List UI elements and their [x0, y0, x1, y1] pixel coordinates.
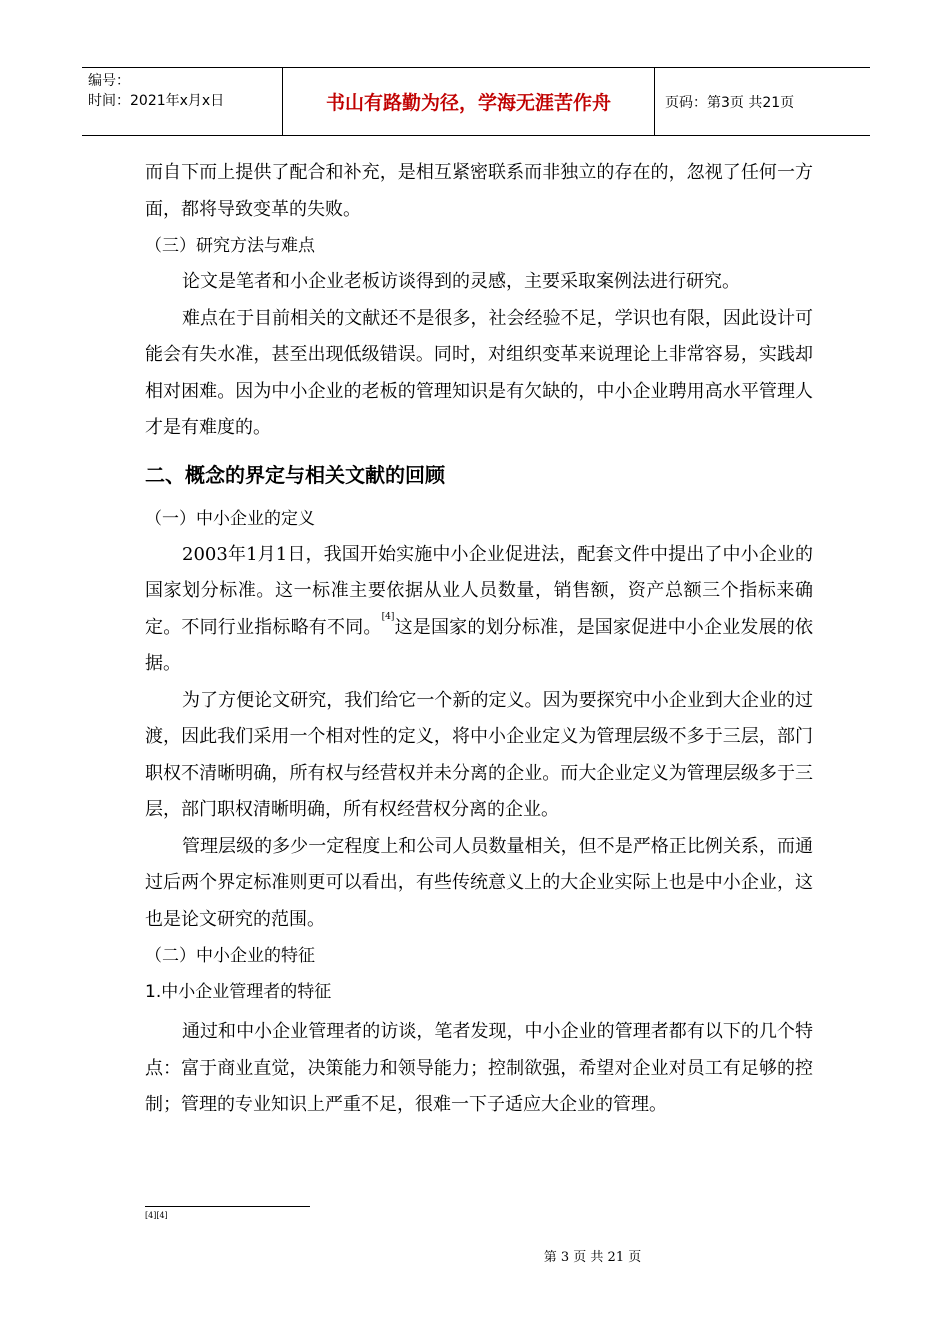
- time-label: 时间：2021年x月x日: [88, 93, 225, 109]
- section-heading-definition: （一）中小企业的定义: [145, 508, 315, 529]
- paragraph-text: 2003年1月1日，我国开始实施中小企业促进法，配套文件中提出了中小企业的国家划分标准。这一标准主要依据从业人员数量，销售额，资产总额三个指标来确定。不同行业指标略有不同。: [145, 543, 813, 638]
- chapter-heading: 二、概念的界定与相关文献的回顾: [145, 462, 445, 487]
- header-motto: 书山有路勤为径，学海无涯苦作舟: [283, 68, 655, 135]
- document-body: [145, 155, 813, 1124]
- paragraph: 而自下而上提供了配合和补充，是相互紧密联系而非独立的存在的，忽视了任何一方面，都将导致变革的失败。: [145, 162, 813, 220]
- paragraph-definition: [145, 537, 813, 683]
- number-label: 编号：: [88, 73, 130, 89]
- page-header: [82, 67, 870, 136]
- section-heading-features: （二）中小企业的特征: [145, 946, 315, 966]
- header-page-info: 页码：第3页 共21页: [665, 94, 795, 111]
- subsection-heading-manager: 1.中小企业管理者的特征: [145, 982, 332, 1002]
- paragraph: 论文是笔者和小企业老板访谈得到的灵感，主要采取案例法进行研究。: [182, 271, 740, 292]
- footnote: [4][4]: [145, 1211, 168, 1220]
- paragraph-text-emphasis: 这是国家的划分标准，是国家促进中小企业发展的依据。: [145, 616, 814, 674]
- section-heading-method: （三）研究方法与难点: [145, 236, 315, 256]
- page-footer: 第 3 页 共 21 页: [543, 1250, 642, 1265]
- paragraph: 为了方便论文研究，我们给它一个新的定义。因为要探究中小企业到大企业的过渡，因此我们采用一个相对性的定义，将中小企业定义为管理层级不多于三层，部门职权不清晰明确，所有权与经营权并未分离的企业。而大企业定义为管理层级多于三层，部门职权清晰明确，所有权经营权分离的企业。: [145, 689, 813, 820]
- header-meta: [82, 68, 283, 135]
- paragraph: 通过和中小企业管理者的访谈，笔者发现，中小企业的管理者都有以下的几个特点：富于商业直觉，决策能力和领导能力；控制欲强，希望对企业对员工有足够的控制；管理的专业知识上严重不足，很难一下子适应大企业的管理。: [145, 1021, 813, 1115]
- citation-ref[interactable]: [4]: [381, 611, 395, 622]
- footnote-divider: [145, 1206, 310, 1207]
- paragraph: 难点在于目前相关的文献还不是很多，社会经验不足，学识也有限，因此设计可能会有失水准，甚至出现低级错误。同时，对组织变革来说理论上非常容易，实践却相对困难。因为中小企业的老板的管理知识是有欠缺的，中小企业聘用高水平管理人才是有难度的。: [145, 307, 813, 438]
- paragraph: 管理层级的多少一定程度上和公司人员数量相关，但不是严格正比例关系，而通过后两个界定标准则更可以看出，有些传统意义上的大企业实际上也是中小企业，这也是论文研究的范围。: [145, 835, 813, 930]
